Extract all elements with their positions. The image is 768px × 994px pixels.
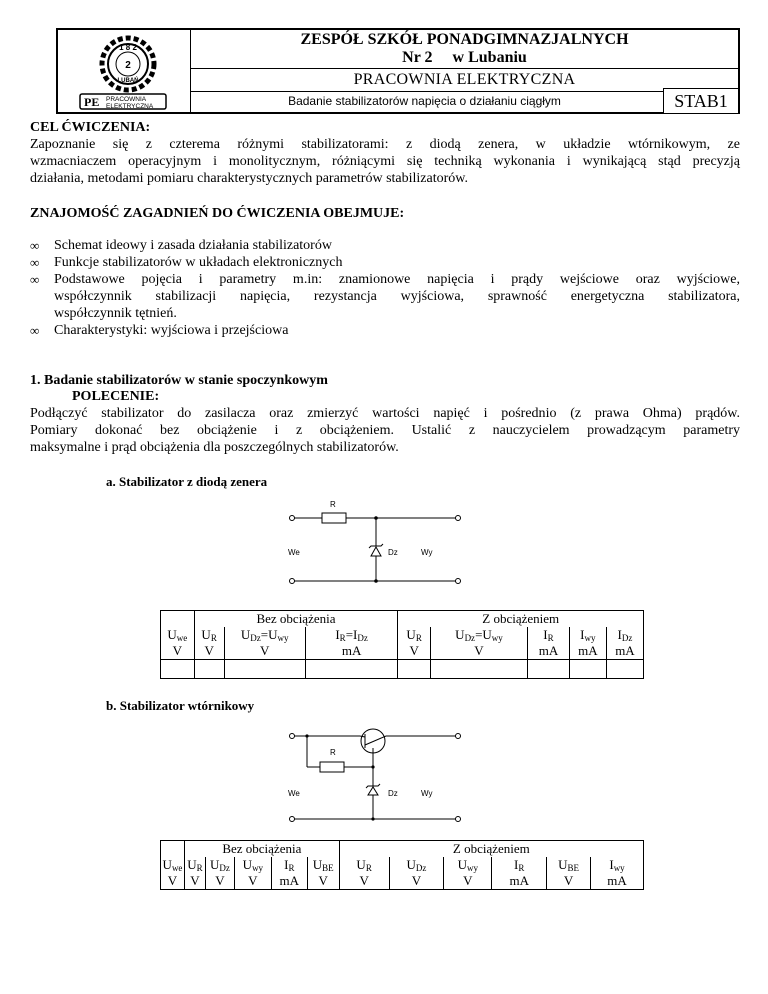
col-symbol-sub: BE — [322, 863, 334, 873]
col-symbol-base: U — [558, 857, 568, 872]
col-symbol-base: U — [187, 857, 197, 872]
resistor-label: R — [330, 748, 336, 757]
section-1-heading: 1. Badanie stabilizatorów w stanie spoczynkowym — [30, 373, 328, 388]
col-unit: mA — [606, 643, 643, 660]
zener-circuit-diagram — [280, 496, 470, 588]
col-symbol-sub: R — [339, 633, 346, 643]
col-symbol-base: U — [167, 627, 177, 642]
col-unit: V — [444, 873, 492, 890]
table-cell[interactable] — [224, 660, 305, 679]
col-symbol-sub: wy — [252, 863, 264, 873]
col-symbol-base: I — [543, 627, 548, 642]
knowledge-item-cont: współczynnik stabilizacji napięcia, rezystancja wyjściowa, sprawność energetyczna stabilizatora, — [54, 289, 740, 304]
knowledge-heading: ZNAJOMOŚĆ ZAGADNIEŃ DO ĆWICZENIA OBEJMUJE: — [30, 206, 405, 221]
col-symbol-sub: R — [547, 633, 554, 643]
zener-label: Dz — [388, 789, 398, 798]
col-symbol-sub: Dz — [219, 863, 230, 873]
output-label: Wy — [421, 548, 433, 557]
table-data-row[interactable] — [161, 660, 644, 679]
logo-year-text: 1 8 2 — [119, 43, 137, 52]
logo-city-text: LUBAŃ — [117, 78, 139, 84]
col-symbol-base: U — [240, 627, 251, 642]
col-symbol — [430, 627, 527, 643]
col-symbol-sub: R — [210, 633, 217, 643]
col-unit: V — [194, 643, 224, 660]
group-no-load: Bez obciążenia — [184, 841, 339, 858]
input-label: We — [288, 789, 300, 798]
col-unit: V — [398, 643, 430, 660]
task-line-3: maksymalne i prąd obciążenia dla poszczególnych stabilizatorów. — [30, 440, 399, 455]
col-symbol — [339, 857, 389, 873]
exercise-code: STAB1 — [663, 88, 738, 113]
bullet-icon: ∞ — [30, 238, 40, 253]
col-symbol-sub: Dz — [250, 633, 261, 643]
school-logo — [58, 30, 188, 112]
col-symbol — [606, 627, 643, 643]
col-unit: V — [389, 873, 444, 890]
col-unit: V — [547, 873, 591, 890]
col-symbol — [528, 627, 570, 643]
document-header — [56, 28, 740, 114]
col-symbol — [184, 857, 205, 873]
col-symbol — [389, 857, 444, 873]
logo-pe-line2: ELEKTRYCZNA — [106, 103, 154, 110]
col-symbol-sub: we — [171, 863, 183, 873]
group-no-load: Bez obciążenia — [194, 611, 398, 628]
col-symbol-sub: R — [518, 863, 525, 873]
table-cell[interactable] — [194, 660, 224, 679]
col-symbol-sub: Dz — [464, 633, 476, 643]
logo-area — [58, 30, 191, 112]
bullet-icon: ∞ — [30, 272, 40, 287]
col-symbol-eq: =I — [345, 627, 358, 642]
table-cell[interactable] — [606, 660, 643, 679]
col-symbol-sub: Dz — [357, 633, 368, 643]
col-symbol — [194, 627, 224, 643]
table-follower — [160, 840, 644, 890]
col-unit: mA — [305, 643, 398, 660]
table-unit-row — [161, 643, 644, 660]
col-symbol-base: U — [406, 857, 416, 872]
col-symbol-base: I — [514, 857, 519, 872]
col-symbol-sub: Dz — [415, 863, 427, 873]
col-symbol — [492, 857, 547, 873]
col-symbol-base: U — [209, 857, 220, 872]
school-name — [191, 30, 738, 69]
table-cell[interactable] — [161, 660, 195, 679]
col-symbol-sub: wy — [467, 863, 479, 873]
table-cell[interactable] — [528, 660, 570, 679]
col-symbol-base: U — [406, 627, 416, 642]
zener-label: Dz — [388, 548, 398, 557]
output-label: Wy — [421, 789, 433, 798]
col-symbol-sub: R — [415, 633, 422, 643]
col-symbol-eq: =U — [475, 627, 492, 642]
col-symbol — [444, 857, 492, 873]
aim-heading: CEL ĆWICZENIA: — [30, 120, 151, 135]
aim-line-1: Zapoznanie się z czterema różnymi stabilizatorami: z diodą zenera, w układzie wtórnikowym, ze — [30, 137, 740, 152]
col-symbol-eq: =U — [260, 627, 278, 642]
bullet-icon: ∞ — [30, 323, 40, 338]
knowledge-item: Schemat ideowy i zasada działania stabilizatorów — [54, 238, 332, 253]
group-with-load: Z obciążeniem — [398, 611, 644, 628]
logo-number-text: 2 — [125, 60, 131, 71]
col-symbol — [398, 627, 430, 643]
col-symbol-sub: wy — [584, 633, 596, 643]
input-label: We — [288, 548, 300, 557]
knowledge-item: Charakterystyki: wyjściowa i przejściowa — [54, 323, 289, 338]
col-symbol — [547, 857, 591, 873]
col-symbol — [271, 857, 307, 873]
lab-name: PRACOWNIA ELEKTRYCZNA — [191, 69, 738, 92]
col-symbol-sub: we — [176, 633, 188, 643]
col-unit: V — [161, 643, 195, 660]
col-unit: V — [430, 643, 527, 660]
col-unit: mA — [528, 643, 570, 660]
exercise-subtitle: Badanie stabilizatorów napięcia o działaniu ciągłym — [288, 94, 561, 108]
col-unit: V — [161, 873, 185, 890]
col-unit: V — [234, 873, 271, 890]
school-line-2: Nr 2 w Lubaniu — [402, 49, 527, 66]
table-unit-row — [161, 873, 644, 890]
col-symbol — [224, 627, 305, 643]
circuit-b-heading: b. Stabilizator wtórnikowy — [106, 698, 255, 713]
col-symbol-base: U — [201, 627, 211, 642]
aim-line-3: działania, metodami pomiaru charakterystycznych parametrów stabilizatorów. — [30, 171, 468, 186]
col-unit: V — [307, 873, 339, 890]
col-symbol-base: U — [356, 857, 366, 872]
table-group-row — [161, 611, 644, 628]
header-subtitle-row — [191, 92, 738, 112]
table-cell[interactable] — [430, 660, 527, 679]
col-symbol-sub: Dz — [621, 633, 633, 643]
col-symbol — [305, 627, 398, 643]
table-symbol-row — [161, 857, 644, 873]
col-symbol-sub: wy — [491, 633, 503, 643]
aim-line-2: wzmacniaczem operacyjnym i monolitycznym, różniącymi się techniką wykonania i wynikającą stąd precyzją — [30, 154, 740, 169]
col-symbol — [569, 627, 606, 643]
task-line-2: Pomiary dokonać bez obciążenie i z obciążeniem. Ustalić z nauczycielem prowadzącym parametry — [30, 423, 740, 438]
col-symbol — [161, 627, 195, 643]
task-heading: POLECENIE: — [72, 389, 160, 404]
col-symbol-base: U — [455, 627, 465, 642]
col-symbol-base: I — [617, 627, 622, 642]
col-symbol-sub: wy — [613, 863, 625, 873]
col-symbol-base: I — [609, 857, 614, 872]
col-symbol-sub: R — [288, 863, 295, 873]
knowledge-item: Podstawowe pojęcia i parametry m.in: znamionowe napięcia i prądy wejściowe oraz wyjściowe, — [54, 272, 740, 287]
table-zener — [160, 610, 644, 679]
col-symbol-sub: BE — [567, 863, 580, 873]
col-symbol-base: U — [312, 857, 323, 872]
col-unit: V — [205, 873, 234, 890]
col-unit: mA — [569, 643, 606, 660]
col-unit: mA — [492, 873, 547, 890]
col-symbol — [161, 857, 185, 873]
col-unit: mA — [591, 873, 644, 890]
follower-circuit-diagram — [280, 724, 470, 826]
table-group-row — [161, 841, 644, 858]
col-symbol — [307, 857, 339, 873]
col-symbol — [591, 857, 644, 873]
col-symbol-sub: R — [196, 863, 203, 873]
bullet-icon: ∞ — [30, 255, 40, 270]
col-symbol-base: I — [284, 857, 289, 872]
col-unit: V — [224, 643, 305, 660]
col-symbol-sub: wy — [277, 633, 289, 643]
table-cell[interactable] — [398, 660, 430, 679]
task-line-1: Podłączyć stabilizator do zasilacza oraz zmierzyć wartości napięć i pośrednio (z prawa Ohma) prądów. — [30, 406, 740, 421]
col-unit: mA — [271, 873, 307, 890]
table-cell[interactable] — [305, 660, 398, 679]
school-line-1: ZESPÓŁ SZKÓŁ PONADGIMNAZJALNYCH — [300, 31, 629, 48]
logo-pe-mark: PE — [84, 95, 100, 109]
resistor-label: R — [330, 500, 336, 509]
circuit-a-heading: a. Stabilizator z diodą zenera — [106, 474, 268, 489]
col-symbol-base: I — [580, 627, 585, 642]
col-symbol — [234, 857, 271, 873]
col-symbol-base: U — [457, 857, 468, 872]
table-cell[interactable] — [569, 660, 606, 679]
col-symbol — [205, 857, 234, 873]
knowledge-item-cont: współczynnik tętnień. — [54, 306, 177, 321]
col-unit: V — [184, 873, 205, 890]
table-symbol-row — [161, 627, 644, 643]
col-symbol-sub: R — [365, 863, 372, 873]
group-with-load: Z obciążeniem — [339, 841, 643, 858]
col-symbol-base: I — [335, 627, 340, 642]
col-symbol-base: U — [162, 857, 172, 872]
col-symbol-base: U — [242, 857, 253, 872]
logo-pe-line1: PRACOWNIA — [106, 96, 147, 103]
knowledge-item: Funkcje stabilizatorów w układach elektronicznych — [54, 255, 343, 270]
col-unit: V — [339, 873, 389, 890]
